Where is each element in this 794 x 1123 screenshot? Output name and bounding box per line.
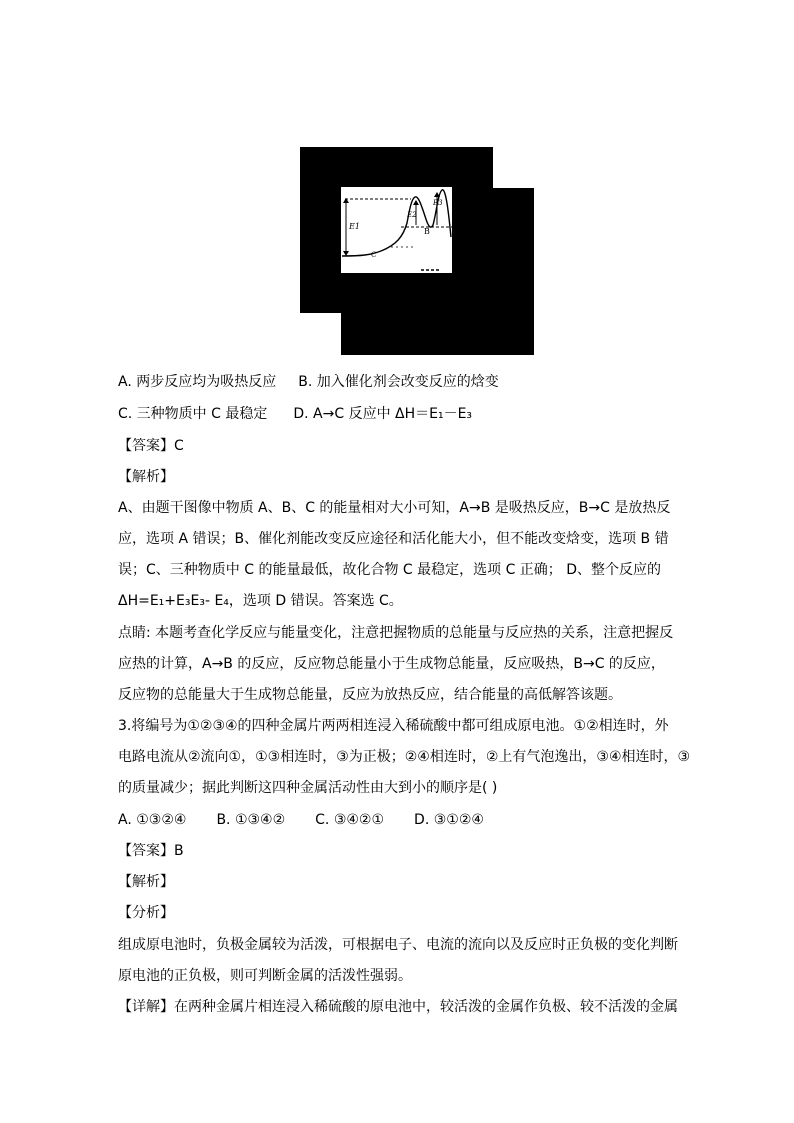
analysis-text: 组成原电池时，负极金属较为活泼，可根据电子、电流的流向以及反应时正负极的变化判断 [118,937,678,953]
energy-curve-plot [341,187,452,273]
redaction-block [341,313,493,355]
label-c: C [371,251,377,259]
question-text: 电路电流从②流向①，①③相连时，③为正极；②④相连时，②上有气泡逸出，③④相连时，③ [118,749,691,765]
analysis-text: A、由题干图像中物质 A、B、C 的能量相对大小可知，A→B 是吸热反应，B→C 是放热反 [118,500,671,516]
label-e1: E1 [349,222,360,231]
option-d: D. ③①②④ [414,812,484,828]
redaction-block [300,147,493,187]
comment-text: 应热的计算，A→B 的反应，反应物总能量小于生成物总能量，反应吸热，B→C 的反应， [118,656,665,672]
option-a: A. 两步反应均为吸热反应 [118,374,277,390]
option-d: D. A→C 反应中 ΔH＝E₁－E₃ [293,406,473,422]
option-row [118,404,472,424]
label-e2: E2 [407,211,417,219]
answer-line: 【答案】B [118,843,184,859]
option-a: A. ①③②④ [118,812,187,828]
redaction-block [300,273,493,313]
option-row [118,810,484,830]
option-row [118,372,499,392]
analysis-subheading: 【分析】 [118,905,174,921]
option-c: C. 三种物质中 C 最稳定 [118,406,268,422]
option-b: B. ①③④② [216,812,286,828]
detail-text: 【详解】在两种金属片相连浸入稀硫酸的原电池中，较活泼的金属作负极、较不活泼的金属 [118,999,678,1015]
analysis-text: 误；C、三种物质中 C 的能量最低，故化合物 C 最稳定，选项 C 正确； D、整个反应的 [118,562,662,578]
question-text: 的质量减少；据此判断这四种金属活动性由大到小的顺序是( ) [118,780,498,796]
analysis-heading: 【解析】 [118,874,174,890]
redaction-block [452,187,493,273]
option-c: C. ③④②① [315,812,385,828]
analysis-heading: 【解析】 [118,469,174,485]
analysis-text: ΔH=E₁+E₃E₃- E₄，选项 D 错误。答案选 C。 [118,593,403,609]
question-text: 3.将编号为①②③④的四种金属片两两相连浸入稀硫酸中都可组成原电池。①②相连时，外 [118,718,669,734]
label-b: B [424,227,430,236]
redaction-block [300,187,341,273]
option-b: B. 加入催化剂会改变反应的焓变 [298,374,499,390]
comment-text: 点睛: 本题考查化学反应与能量变化，注意把握物质的总能量与反应热的关系，注意把握反 [118,625,674,641]
comment-text: 反应物的总能量大于生成物总能量，反应为放热反应，结合能量的高低解答该题。 [118,687,622,703]
analysis-text: 应，选项 A 错误；B、催化剂能改变反应途径和活化能大小，但不能改变焓变，选项 B 错 [118,531,669,547]
redaction-block [493,188,534,355]
label-e3: E3 [433,199,443,207]
analysis-text: 原电池的正负极，则可判断金属的活泼性强弱。 [118,968,412,984]
answer-line: 【答案】C [118,438,184,454]
